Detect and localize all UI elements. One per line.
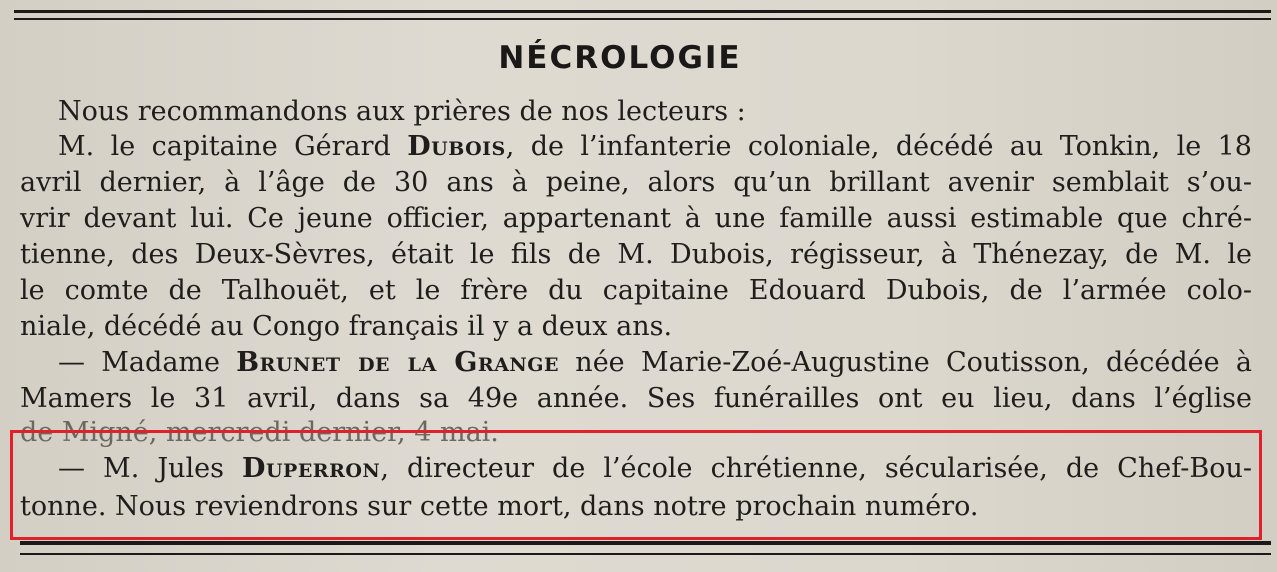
obituary-dubois-line-3: vrir devant lui. Ce jeune officier, appartenant à une famille aussi estimable que chré- <box>20 203 1252 234</box>
obituary-brunet-line-3: de Migné, mercredi dernier, 4 mai. <box>20 417 499 448</box>
intro-line: Nous recommandons aux prières de nos lecteurs : <box>58 96 746 127</box>
text-segment: M. le capitaine Gérard <box>58 131 408 162</box>
bottom-rule-thin <box>20 553 1271 555</box>
surname: Duperron <box>242 453 381 484</box>
obituary-dubois-line-6: niale, décédé au Congo français il y a deux ans. <box>20 311 673 342</box>
surname: Dubois <box>407 131 506 162</box>
text-segment: , de l’infanterie coloniale, décédé au Tonkin, le 18 <box>505 131 1252 162</box>
text-segment: — M. Jules <box>58 453 243 484</box>
top-rule-thick <box>14 10 1271 13</box>
text-segment: , directeur de l’école chrétienne, sécularisée, de Chef-Bou- <box>380 453 1252 484</box>
obituary-dubois-line-4: tienne, des Deux-Sèvres, était le fils de M. Dubois, régisseur, à Thénezay, de M. le <box>20 239 1252 270</box>
obituary-duperron-line-1 <box>58 452 1252 486</box>
text-segment: — Madame <box>58 347 237 378</box>
obituary-dubois-line-5: le comte de Talhouët, et le frère du capitaine Edouard Dubois, de l’armée colo- <box>20 275 1252 306</box>
section-title: NÉCROLOGIE <box>498 40 742 76</box>
top-rule-thin <box>14 18 1271 20</box>
bottom-rule-thick <box>20 541 1271 545</box>
obituary-dubois-line-2: avril dernier, à l’âge de 30 ans à peine, alors qu’un brillant avenir semblait s’ou- <box>20 167 1252 198</box>
obituary-brunet-line-1 <box>58 346 1252 380</box>
obituary-dubois-line-1 <box>58 130 1252 164</box>
obituary-brunet-line-2: Mamers le 31 avril, dans sa 49e année. Ses funérailles ont eu lieu, dans l’église <box>20 383 1252 414</box>
surname: Brunet de la Grange <box>236 347 560 378</box>
obituary-duperron-line-2: tonne. Nous reviendrons sur cette mort, dans notre prochain numéro. <box>20 491 979 522</box>
text-segment: née Marie-Zoé-Augustine Coutisson, décédée à <box>559 347 1253 378</box>
